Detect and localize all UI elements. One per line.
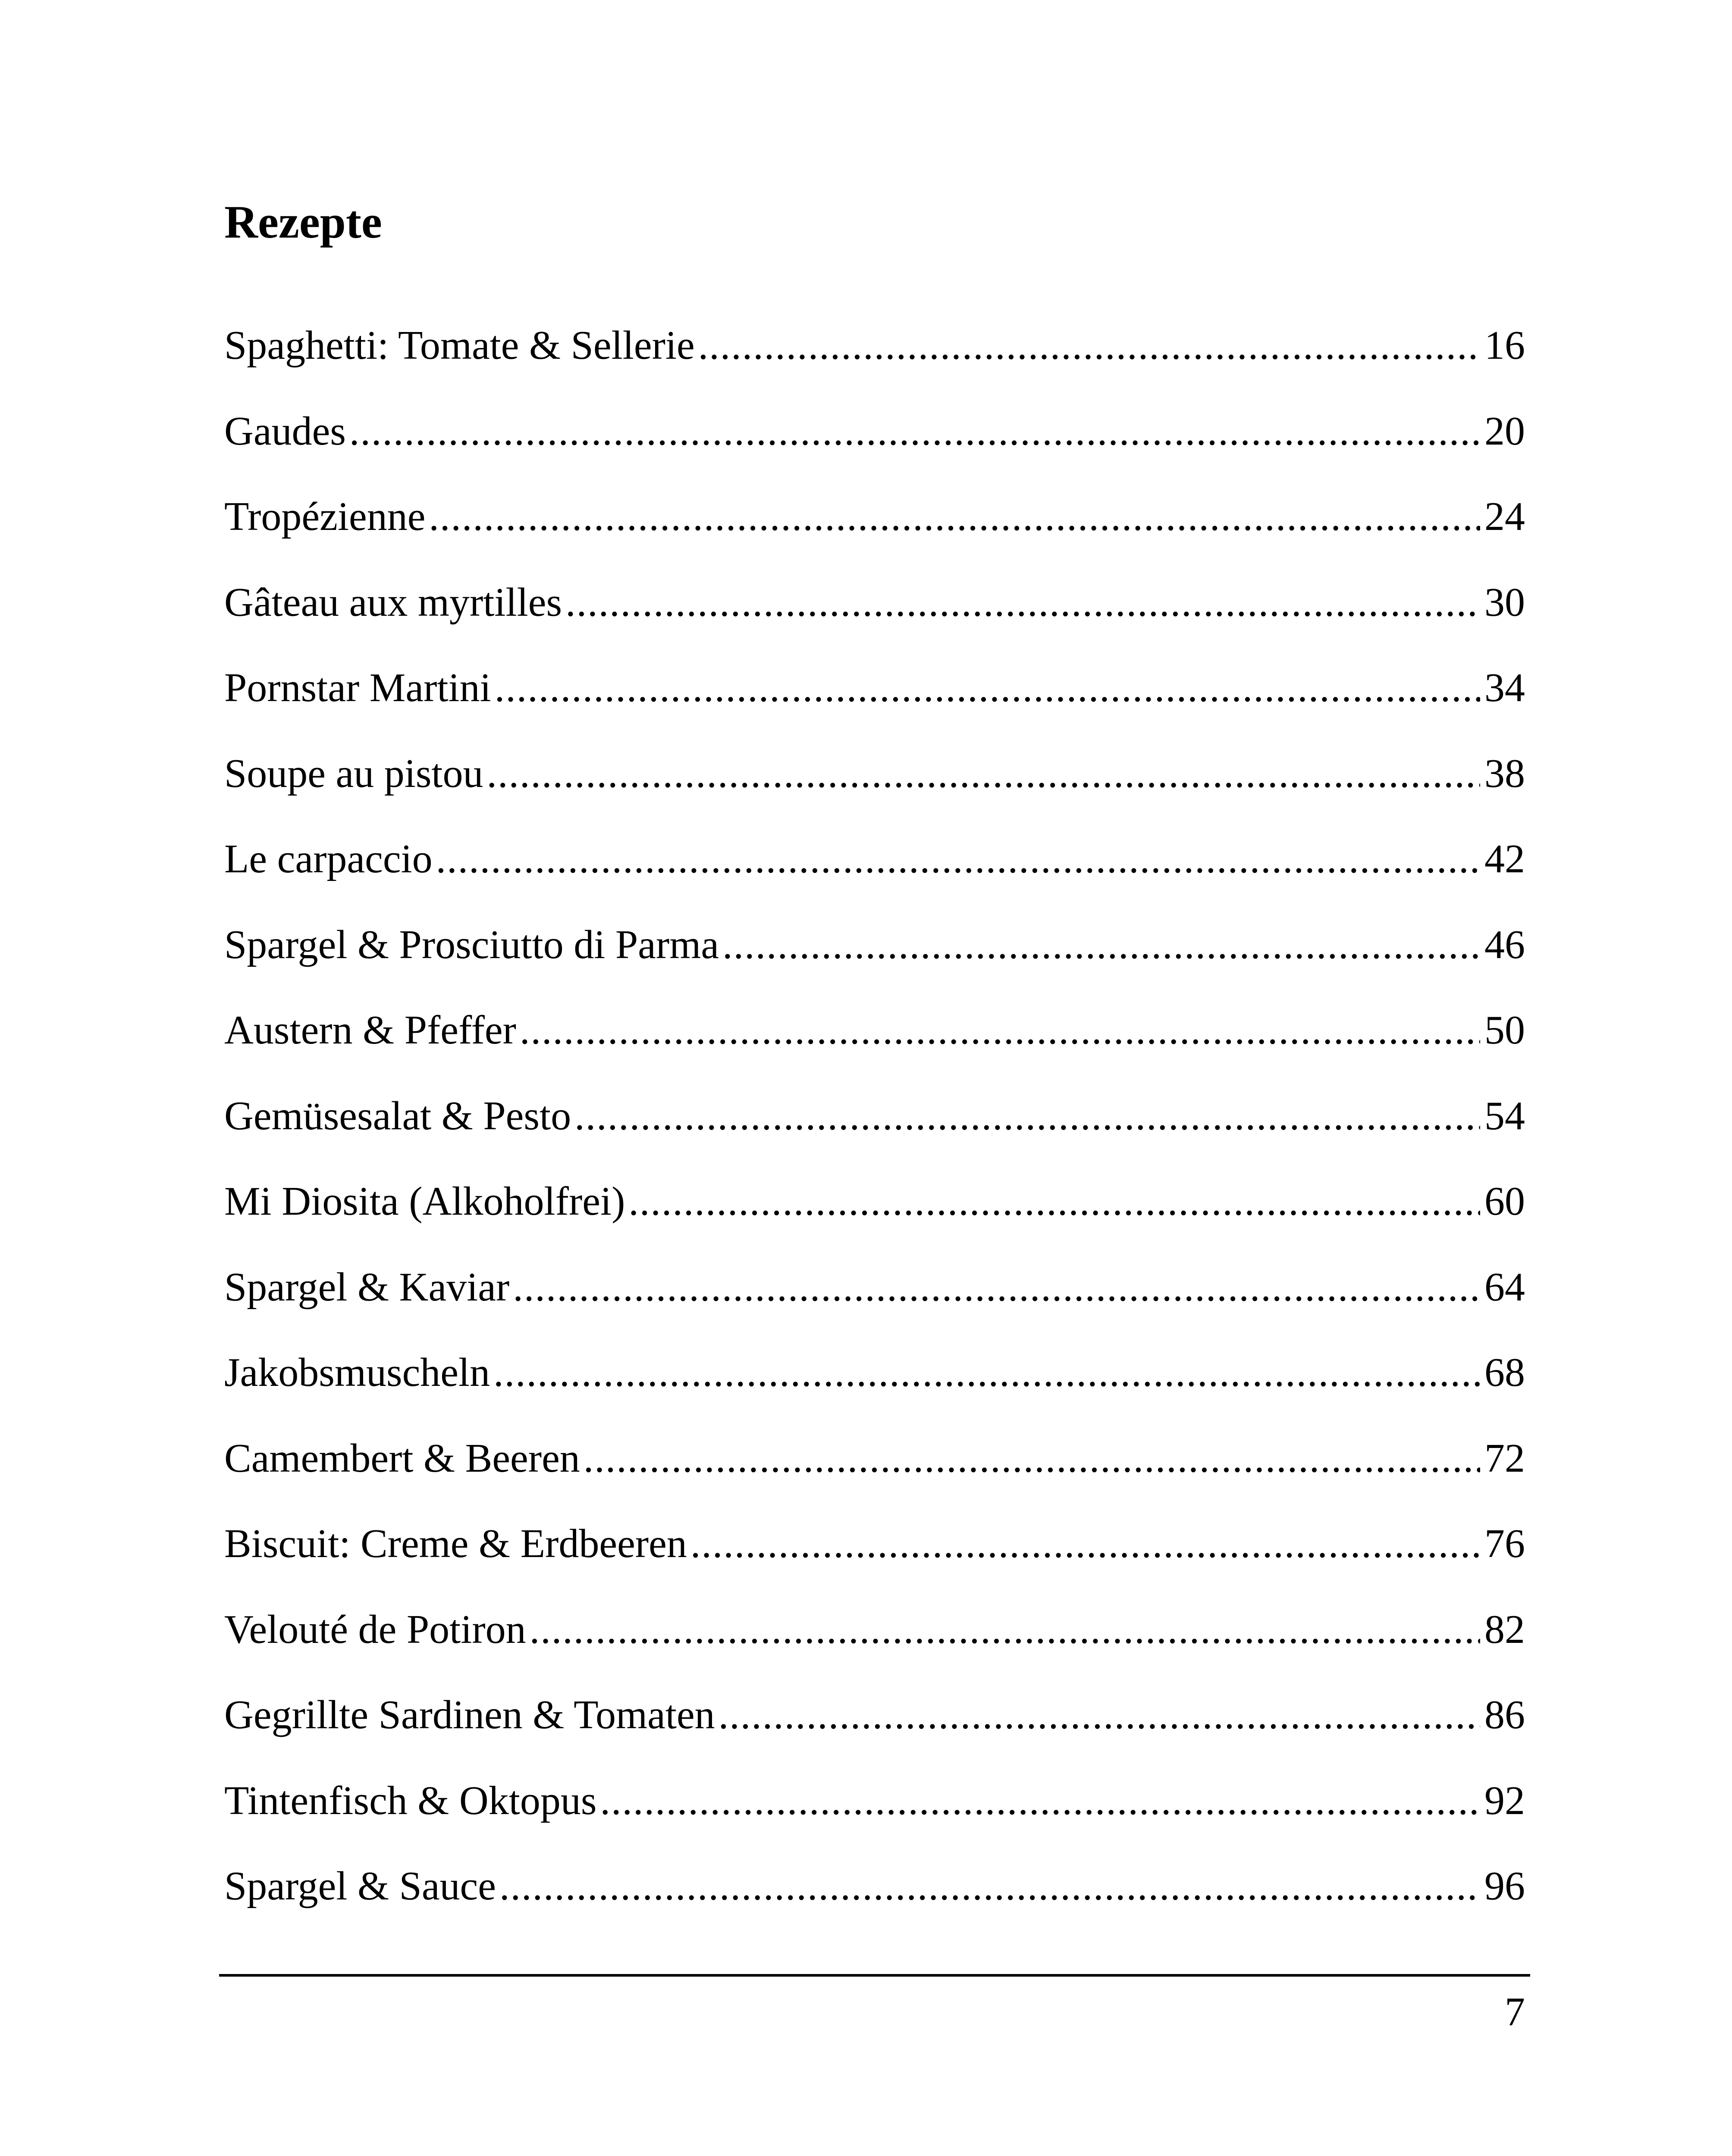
toc-entry-title: Spaghetti: Tomate & Sellerie: [224, 323, 695, 368]
toc-entry-title: Spargel & Sauce: [224, 1864, 496, 1908]
toc-entry-title: Gemüsesalat & Pesto: [224, 1093, 571, 1138]
toc-entry-page: 76: [1484, 1521, 1525, 1566]
toc-entry-pornstar-martini[interactable]: [224, 661, 1525, 747]
toc-entry-title: Soupe au pistou: [224, 751, 483, 796]
dot-leader: [690, 1517, 1480, 1570]
toc-entry-page: 38: [1484, 751, 1525, 796]
page-title: Rezepte: [224, 197, 382, 248]
toc-entry-mi-diosita[interactable]: [224, 1175, 1525, 1261]
toc-entry-gegrillte-sardinen[interactable]: [224, 1689, 1525, 1774]
toc-entry-title: Gegrillte Sardinen & Tomaten: [224, 1692, 715, 1737]
toc-entry-title: Spargel & Prosciutto di Parma: [224, 922, 719, 967]
dot-leader: [565, 576, 1480, 629]
toc-entry-page: 34: [1484, 665, 1525, 710]
toc-entry-title: Camembert & Beeren: [224, 1435, 580, 1481]
dot-leader: [628, 1175, 1480, 1228]
toc-entry-title: Jakobsmuscheln: [224, 1350, 490, 1395]
toc-entry-austern-pfeffer[interactable]: [224, 1004, 1525, 1090]
dot-leader: [487, 747, 1480, 800]
toc-entry-tropezienne[interactable]: [224, 490, 1525, 576]
dot-leader: [530, 1603, 1480, 1656]
toc-entry-page: 30: [1484, 580, 1525, 625]
toc-entry-page: 42: [1484, 837, 1525, 881]
toc-entry-page: 96: [1484, 1864, 1525, 1908]
toc-entry-title: Gaudes: [224, 408, 346, 454]
toc-entry-title: Pornstar Martini: [224, 665, 491, 710]
toc-entry-title: Gâteau aux myrtilles: [224, 580, 562, 625]
toc-entry-gaudes[interactable]: [224, 405, 1525, 491]
toc-entry-spargel-prosciutto[interactable]: [224, 918, 1525, 1004]
dot-leader: [600, 1774, 1481, 1827]
toc-entry-title: Tintenfisch & Oktopus: [224, 1778, 597, 1823]
toc-entry-title: Biscuit: Creme & Erdbeeren: [224, 1521, 687, 1566]
toc-entry-camembert-beeren[interactable]: [224, 1432, 1525, 1518]
toc-entry-jakobsmuscheln[interactable]: [224, 1346, 1525, 1432]
dot-leader: [436, 833, 1480, 885]
toc-entry-page: 50: [1484, 1008, 1525, 1053]
toc-entry-gemuesesalat-pesto[interactable]: [224, 1090, 1525, 1175]
toc-entry-title: Mi Diosita (Alkoholfrei): [224, 1179, 625, 1224]
dot-leader: [429, 490, 1480, 543]
toc-entry-page: 16: [1484, 323, 1525, 368]
toc-entry-page: 86: [1484, 1692, 1525, 1737]
toc-entry-title: Austern & Pfeffer: [224, 1008, 516, 1053]
dot-leader: [493, 1346, 1480, 1399]
dot-leader: [520, 1004, 1480, 1056]
toc-entry-title: Velouté de Potiron: [224, 1607, 526, 1652]
dot-leader: [584, 1432, 1480, 1485]
toc-entry-biscuit-creme-erdbeeren[interactable]: [224, 1517, 1525, 1603]
toc-entry-page: 20: [1484, 408, 1525, 454]
toc-entry-page: 68: [1484, 1350, 1525, 1395]
dot-leader: [722, 918, 1480, 971]
toc-entry-title: Spargel & Kaviar: [224, 1264, 510, 1310]
page-number: 7: [1505, 1990, 1525, 2034]
toc-entry-page: 72: [1484, 1435, 1525, 1481]
table-of-contents: [224, 319, 1525, 1946]
dot-leader: [495, 661, 1480, 714]
footer-divider: [219, 1974, 1530, 1977]
toc-entry-page: 64: [1484, 1264, 1525, 1310]
toc-entry-spaghetti-tomate-sellerie[interactable]: [224, 319, 1525, 405]
dot-leader: [719, 1689, 1480, 1741]
toc-entry-page: 46: [1484, 922, 1525, 967]
toc-entry-page: 24: [1484, 494, 1525, 539]
toc-entry-page: 60: [1484, 1179, 1525, 1224]
toc-entry-title: Tropézienne: [224, 494, 426, 539]
toc-entry-le-carpaccio[interactable]: [224, 833, 1525, 918]
toc-entry-spargel-sauce[interactable]: [224, 1860, 1525, 1946]
toc-entry-tintenfisch-oktopus[interactable]: [224, 1774, 1525, 1860]
toc-entry-page: 54: [1484, 1093, 1525, 1138]
dot-leader: [513, 1261, 1480, 1313]
toc-entry-soupe-au-pistou[interactable]: [224, 747, 1525, 833]
toc-entry-spargel-kaviar[interactable]: [224, 1261, 1525, 1347]
dot-leader: [698, 319, 1480, 372]
dot-leader: [499, 1860, 1480, 1912]
toc-entry-page: 92: [1484, 1778, 1525, 1823]
dot-leader: [349, 405, 1480, 458]
toc-entry-title: Le carpaccio: [224, 837, 433, 881]
dot-leader: [574, 1090, 1480, 1142]
toc-entry-veloute-de-potiron[interactable]: [224, 1603, 1525, 1689]
toc-entry-gateau-aux-myrtilles[interactable]: [224, 576, 1525, 662]
toc-entry-page: 82: [1484, 1607, 1525, 1652]
